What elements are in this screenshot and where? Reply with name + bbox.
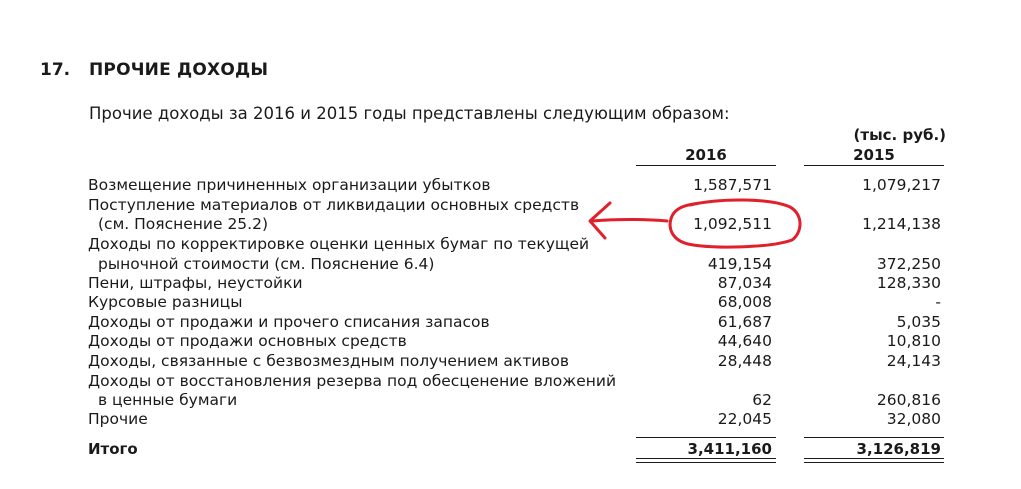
subtotal-rule-2016	[636, 437, 776, 438]
total-double-rule-2016	[636, 458, 776, 463]
row-label: Прочие	[88, 410, 148, 428]
value-2016: 44,640	[717, 332, 772, 350]
row-label: Пени, штрафы, неустойки	[88, 274, 303, 292]
row-label-cont: рыночной стоимости (см. Пояснение 6.4)	[98, 255, 435, 273]
table-row	[0, 196, 1021, 216]
row-label: Доходы, связанные с безвозмездным получением активов	[88, 352, 570, 370]
row-label-cont: (см. Пояснение 25.2)	[98, 215, 269, 233]
table-row	[0, 176, 1021, 196]
row-label-cont: в ценные бумаги	[98, 391, 238, 409]
value-2015: 372,250	[876, 255, 941, 273]
value-2016: 22,045	[717, 410, 772, 428]
column-header-2016: 2016	[636, 146, 776, 166]
row-label: Доходы по корректировке оценки ценных бумаг по текущей	[88, 235, 590, 253]
total-value-2016: 3,411,160	[687, 440, 772, 458]
row-label: Поступление материалов от ликвидации основных средств	[88, 196, 580, 214]
value-2015: 5,035	[896, 313, 941, 331]
row-label: Курсовые разницы	[88, 293, 243, 311]
table-row	[0, 352, 1021, 372]
row-label: Доходы от восстановления резерва под обесценение вложений	[88, 372, 617, 390]
table-row-continuation	[0, 215, 1021, 235]
subtotal-rule-2015	[804, 437, 944, 438]
table-row	[0, 313, 1021, 333]
value-2016: 87,034	[717, 274, 772, 292]
value-2016: 419,154	[707, 255, 772, 273]
value-2015: 128,330	[876, 274, 941, 292]
table-row	[0, 410, 1021, 430]
row-label: Возмещение причиненных организации убытков	[88, 176, 491, 194]
value-2016: 62	[752, 391, 772, 409]
value-2015: 260,816	[876, 391, 941, 409]
table-row-continuation	[0, 391, 1021, 411]
value-2015: 10,810	[886, 332, 941, 350]
table-row-continuation	[0, 255, 1021, 275]
total-row	[0, 440, 1021, 460]
table-row	[0, 235, 1021, 255]
total-label: Итого	[88, 440, 138, 458]
row-label: Доходы от продажи и прочего списания запасов	[88, 313, 490, 331]
section-number: 17.	[40, 60, 71, 80]
value-2016: 28,448	[717, 352, 772, 370]
value-2015: 1,214,138	[862, 215, 941, 233]
total-double-rule-2015	[804, 458, 944, 463]
value-2015: 32,080	[886, 410, 941, 428]
value-2015: -	[935, 293, 941, 311]
value-2015: 24,143	[886, 352, 941, 370]
column-header-2015: 2015	[804, 146, 944, 166]
intro-text: Прочие доходы за 2016 и 2015 годы представлены следующим образом:	[89, 104, 730, 123]
row-label: Доходы от продажи основных средств	[88, 332, 407, 350]
value-2016: 1,587,571	[693, 176, 772, 194]
table-row	[0, 293, 1021, 313]
value-2015: 1,079,217	[862, 176, 941, 194]
section-title: ПРОЧИЕ ДОХОДЫ	[89, 60, 269, 80]
units-label: (тыс. руб.)	[853, 126, 946, 144]
value-2016: 1,092,511	[693, 215, 772, 233]
table-row	[0, 332, 1021, 352]
total-value-2015: 3,126,819	[856, 440, 941, 458]
table-row	[0, 274, 1021, 294]
value-2016: 61,687	[717, 313, 772, 331]
value-2016: 68,008	[717, 293, 772, 311]
table-row	[0, 372, 1021, 392]
